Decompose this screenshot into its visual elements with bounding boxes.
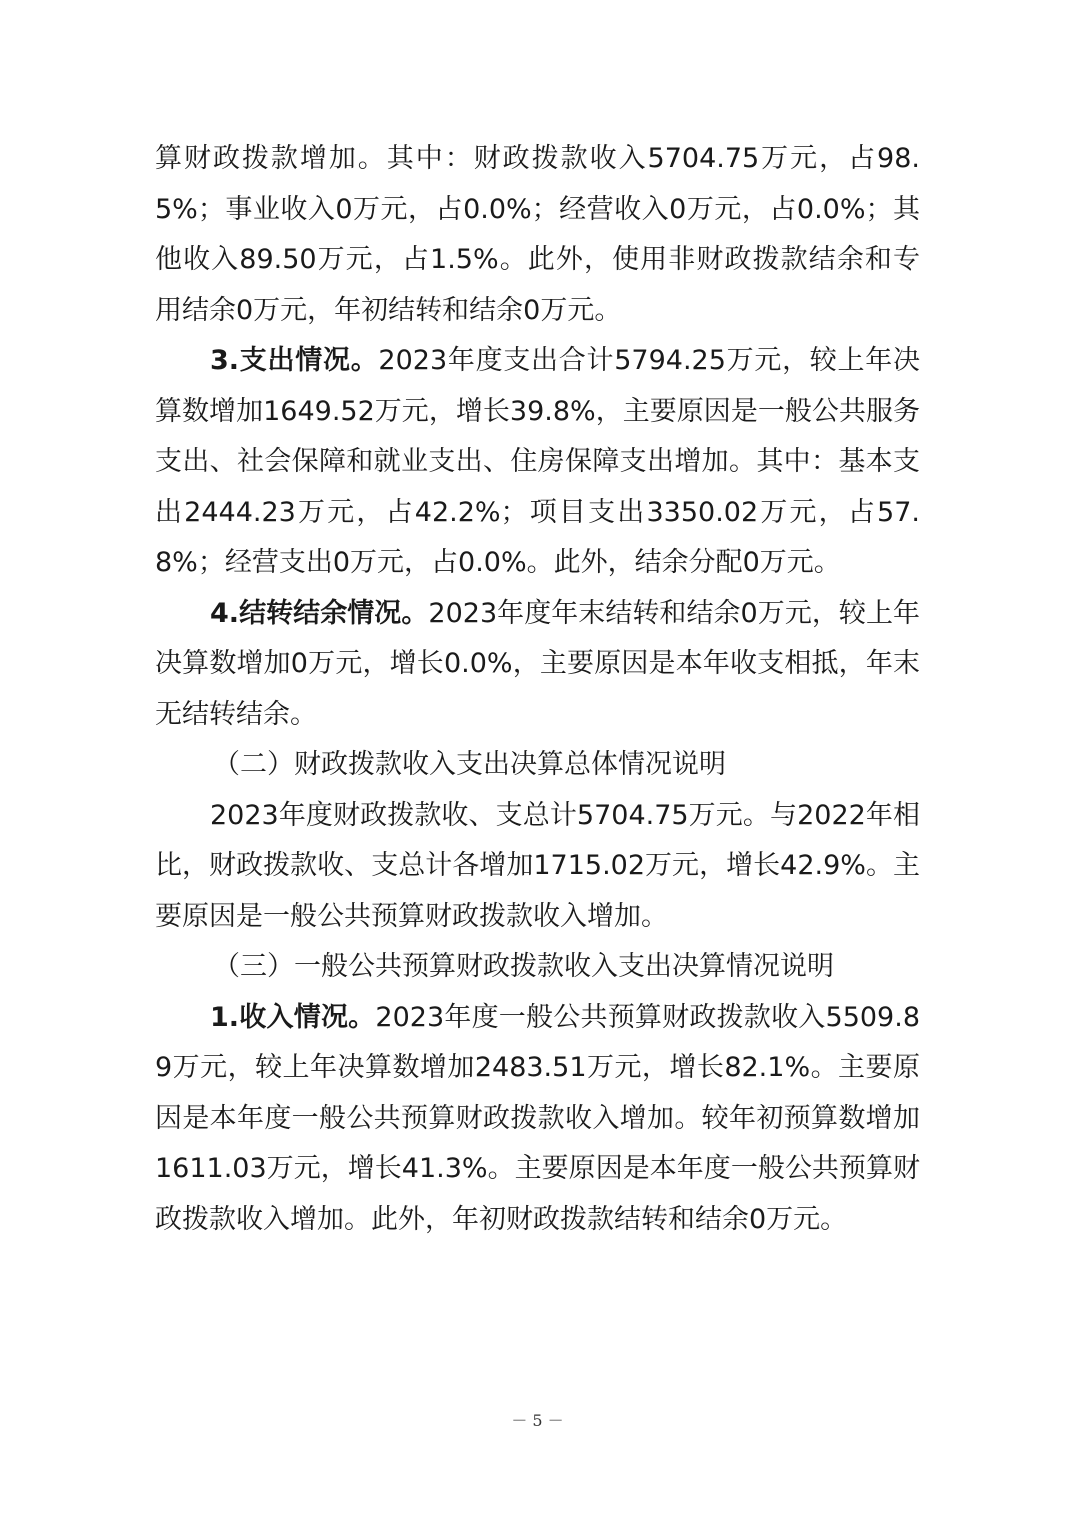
- paragraph-expenditure: [155, 336, 920, 589]
- paragraph-general-budget-income: [155, 993, 920, 1246]
- paragraph-text: 2023年度支出合计5794.25万元，较上年决算数增加1649.52万元，增长39.8%，主要原因是一般公共服务支出、社会保障和就业支出、住房保障支出增加。其中：基本支出2444.23万元，占42.2%；项目支出3350.02万元，占57.8%；经营支出0万元，占0.0%。此外，结余分配0万元。: [155, 345, 920, 578]
- paragraph-lead: 1.收入情况。: [210, 1001, 376, 1033]
- page-number: － 5 －: [511, 1411, 564, 1430]
- document-body: [155, 134, 920, 1245]
- paragraph-income-breakdown: [155, 134, 920, 336]
- paragraph-lead: 4.结转结余情况。: [210, 597, 429, 629]
- section-heading-general-budget: （三）一般公共预算财政拨款收入支出决算情况说明: [213, 951, 834, 982]
- paragraph-carryover: [155, 589, 920, 741]
- paragraph-text: 2023年度财政拨款收、支总计5704.75万元。与2022年相比，财政拨款收、支总计各增加1715.02万元，增长42.9%。主要原因是一般公共预算财政拨款收入增加。: [155, 799, 920, 932]
- paragraph-text: 2023年度一般公共预算财政拨款收入5509.89万元，较上年决算数增加2483.51万元，增长82.1%。主要原因是本年度一般公共预算财政拨款收入增加。较年初预算数增加1611.03万元，增长41.3%。主要原因是本年度一般公共预算财政拨款收入增加。此外，年初财政拨款结转和结余0万元。: [155, 1001, 920, 1235]
- section-heading-fiscal-overview: （二）财政拨款收入支出决算总体情况说明: [213, 749, 726, 780]
- paragraph-fiscal-overview: [155, 791, 920, 943]
- paragraph-text: 算财政拨款增加。其中：财政拨款收入5704.75万元，占98.5%；事业收入0万元，占0.0%；经营收入0万元，占0.0%；其他收入89.50万元，占1.5%。此外，使用非财政拨款结余和专用结余0万元，年初结转和结余0万元。: [155, 143, 920, 326]
- paragraph-text: 2023年度年末结转和结余0万元，较上年决算数增加0万元，增长0.0%，主要原因是本年收支相抵，年末无结转结余。: [155, 597, 921, 730]
- paragraph-lead: 3.支出情况。: [210, 345, 379, 376]
